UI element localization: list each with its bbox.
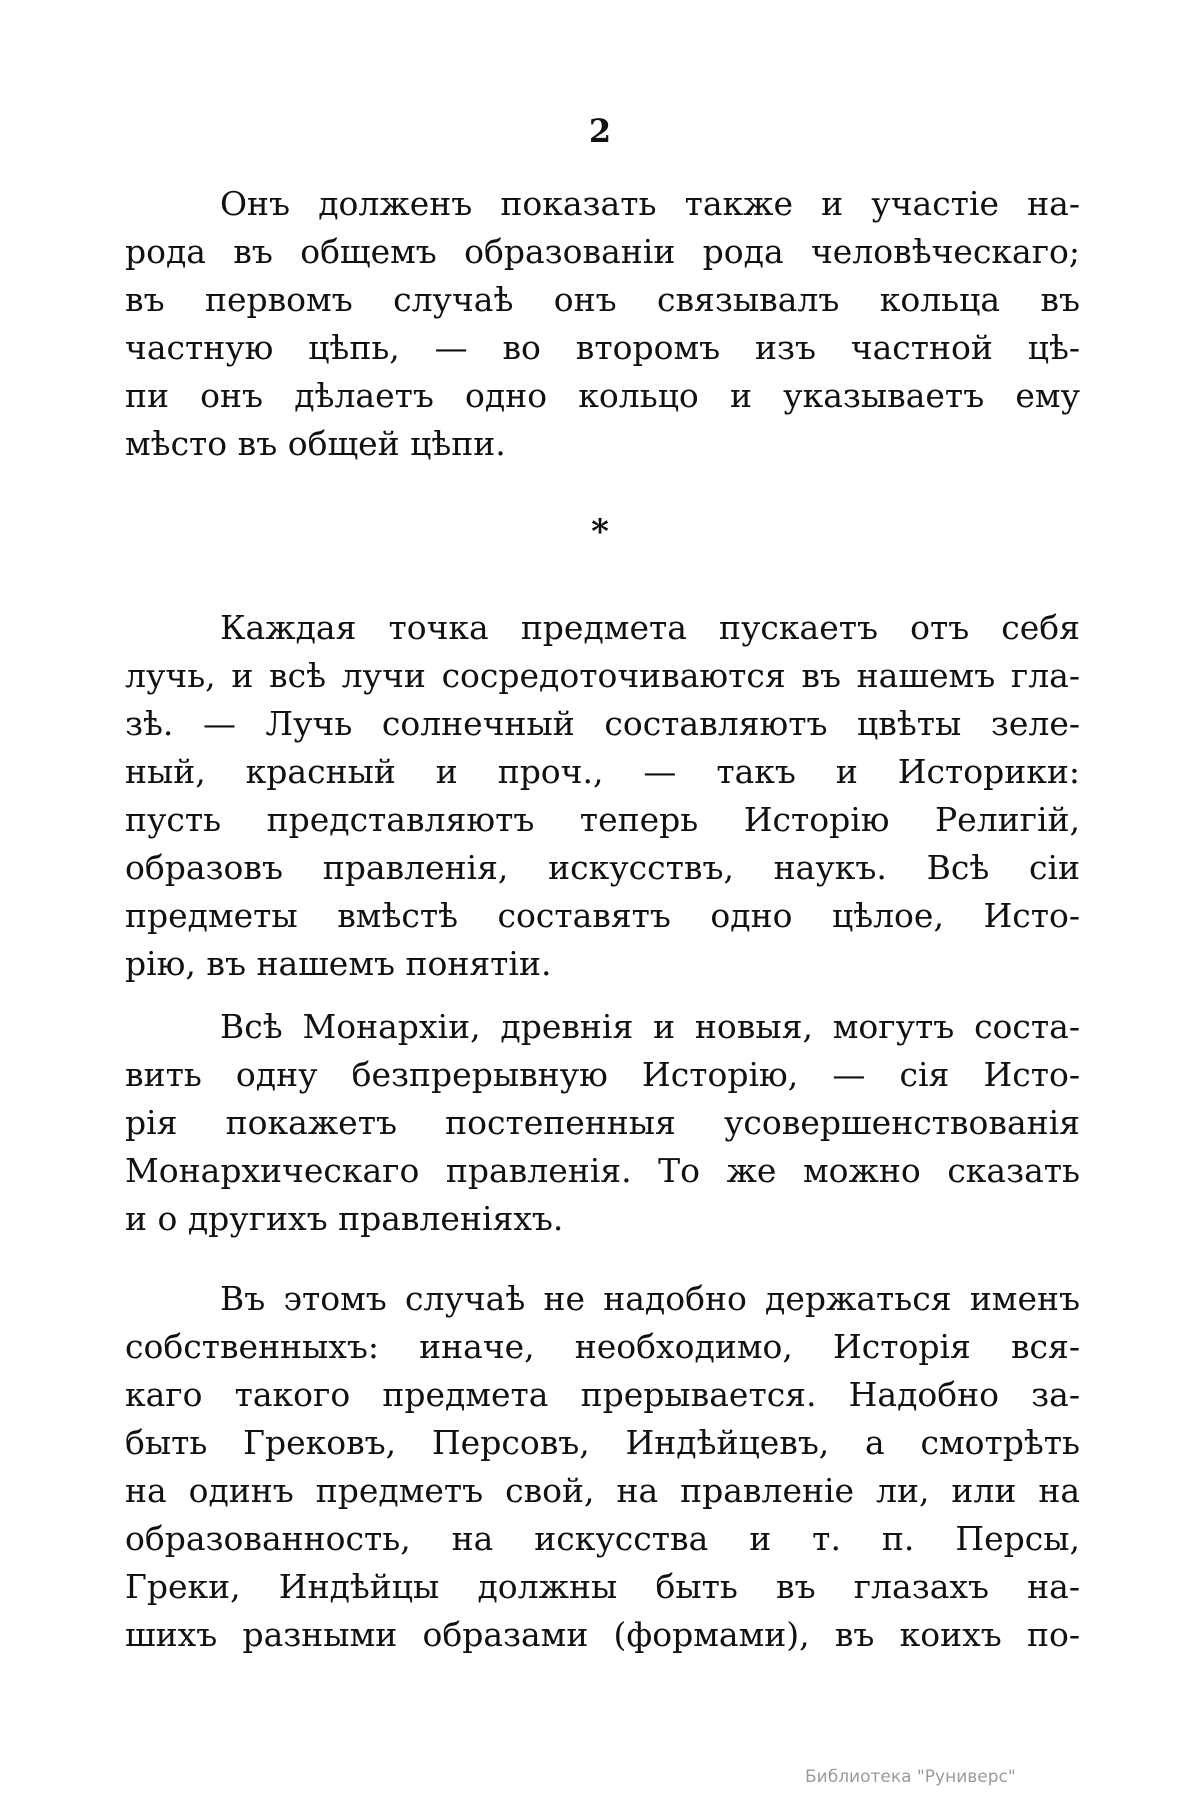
- text-line: пусть представляютъ теперь Исторію Религій,: [125, 800, 1080, 839]
- text-line: рія покажетъ постепенныя усовершенствованія: [125, 1103, 1080, 1142]
- section-separator: *: [591, 512, 609, 552]
- text-line: образовъ правленія, искусствъ, наукъ. Всѣ сіи: [125, 848, 1080, 887]
- paragraph-3: [125, 1003, 1080, 1243]
- text-line: Всѣ Монархіи, древнія и новыя, могутъ соста-: [220, 1007, 1080, 1046]
- text-line: лучь, и всѣ лучи сосредоточиваются въ нашемъ гла-: [125, 656, 1080, 695]
- library-watermark: Библиотека "Руниверс": [805, 1767, 1016, 1787]
- text-line: Монархическаго правленія. То же можно сказать: [125, 1151, 1080, 1190]
- text-line: быть Грековъ, Персовъ, Индѣйцевъ, а смотрѣть: [125, 1423, 1080, 1462]
- paragraph-2: [125, 604, 1080, 988]
- text-line: шихъ разными образами (формами), въ коихъ по-: [125, 1615, 1080, 1654]
- text-line: вить одну безпрерывную Исторію, — сія Исто-: [125, 1055, 1080, 1094]
- paragraph-4: [125, 1275, 1080, 1659]
- text-line: и о другихъ правленіяхъ.: [125, 1199, 564, 1238]
- paragraph-1: [125, 180, 1080, 468]
- text-line: мѣсто въ общей цѣпи.: [125, 424, 506, 463]
- page-number: 2: [588, 112, 612, 150]
- text-line: рію, въ нашемъ понятіи.: [125, 944, 552, 983]
- text-line: рода въ общемъ образованіи рода человѣческаго;: [125, 232, 1080, 271]
- text-line: собственныхъ: иначе, необходимо, Исторія вся-: [125, 1327, 1080, 1366]
- text-line: Греки, Индѣйцы должны быть въ глазахъ на-: [125, 1567, 1080, 1606]
- text-line: Каждая точка предмета пускаетъ отъ себя: [220, 608, 1080, 647]
- text-line: каго такого предмета прерывается. Надобно за-: [125, 1375, 1080, 1414]
- text-line: на одинъ предметъ свой, на правленіе ли, или на: [125, 1471, 1080, 1510]
- text-line: зѣ. — Лучь солнечный составляютъ цвѣты зеле-: [125, 704, 1080, 743]
- text-line: ный, красный и проч., — такъ и Историки:: [125, 752, 1080, 791]
- text-line: Въ этомъ случаѣ не надобно держаться именъ: [220, 1279, 1080, 1318]
- text-line: образованность, на искусства и т. п. Персы,: [125, 1519, 1080, 1558]
- text-line: въ первомъ случаѣ онъ связывалъ кольца въ: [125, 280, 1080, 319]
- text-line: предметы вмѣстѣ составятъ одно цѣлое, Исто-: [125, 896, 1080, 935]
- text-line: пи онъ дѣлаетъ одно кольцо и указываетъ ему: [125, 376, 1080, 415]
- text-line: Онъ долженъ показать также и участіе на-: [220, 184, 1080, 223]
- text-line: частную цѣпь, — во второмъ изъ частной цѣ-: [125, 328, 1080, 367]
